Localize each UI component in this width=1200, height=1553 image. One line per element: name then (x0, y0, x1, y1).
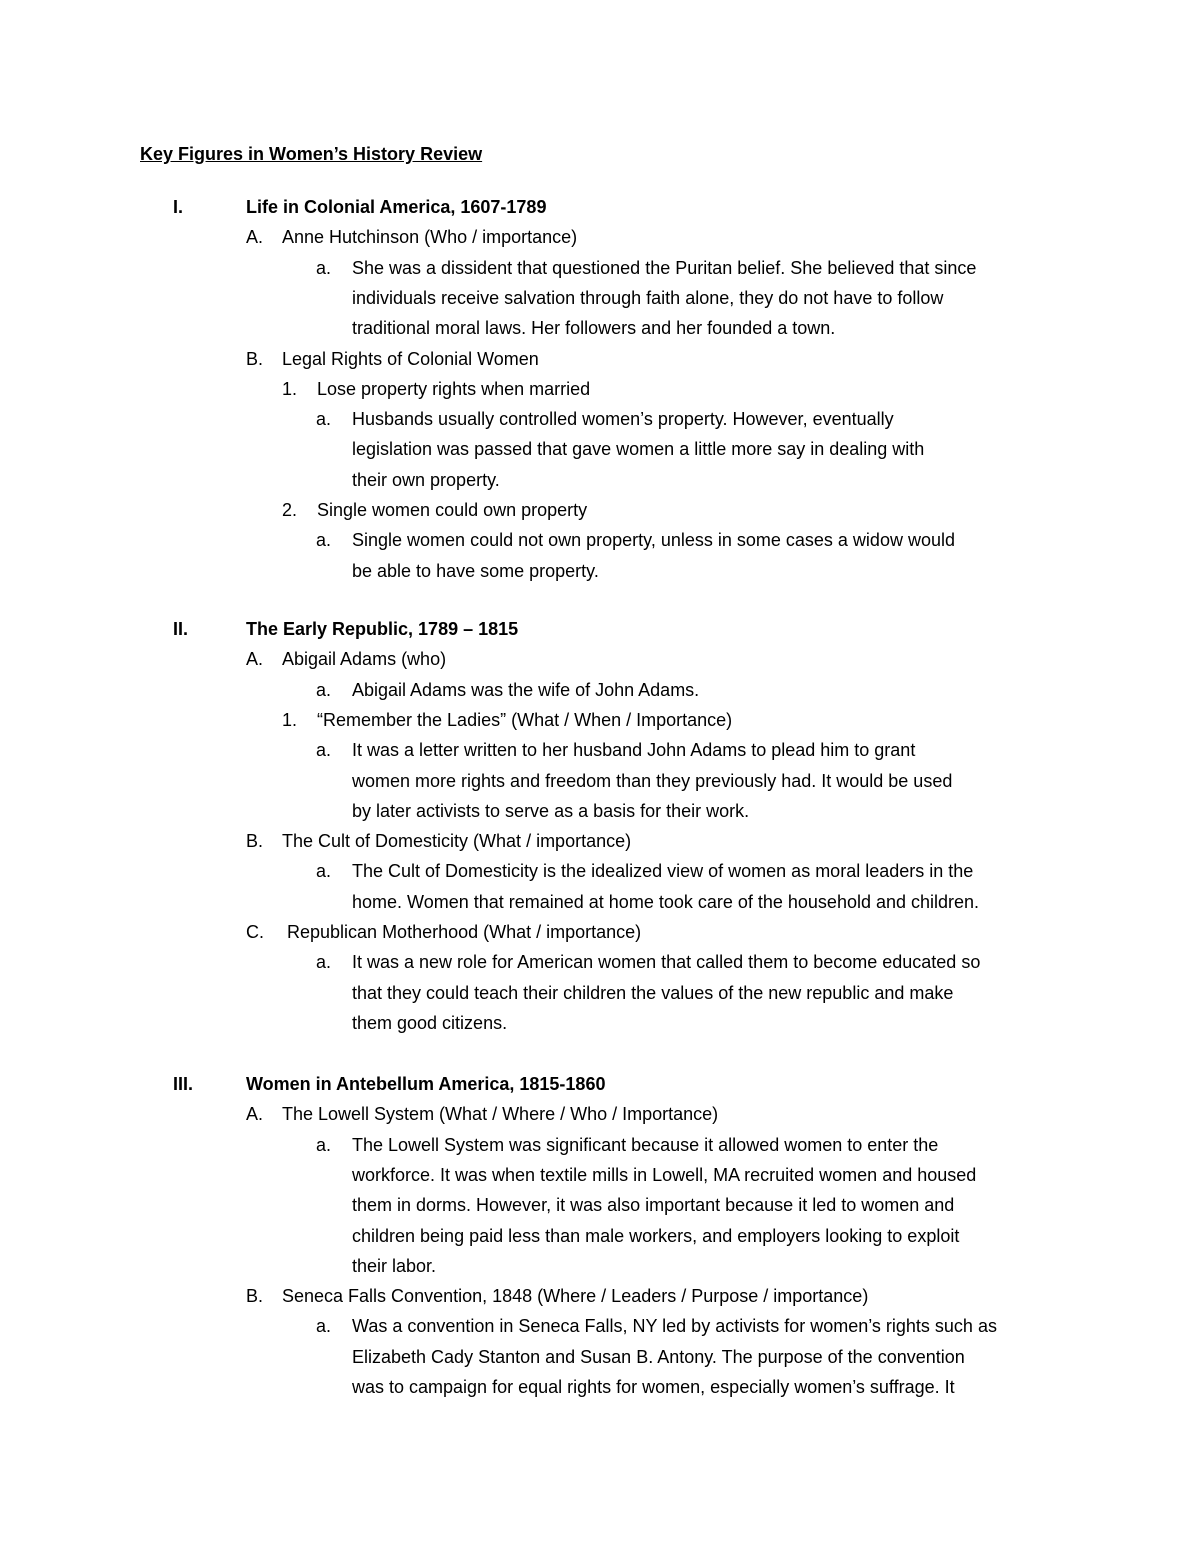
list-marker: a. (316, 952, 332, 973)
list-marker: A. (246, 649, 264, 670)
list-item-text: women more rights and freedom than they previously had. It would be used (352, 770, 953, 791)
list-marker: a. (316, 861, 332, 882)
list-marker: B. (246, 348, 264, 369)
list-item-text: Husbands usually controlled women’s property. However, eventually (352, 409, 894, 430)
list-marker: a. (316, 530, 332, 551)
list-item-text: The Cult of Domesticity is the idealized view of women as moral leaders in the (352, 861, 974, 882)
list-item-text: Elizabeth Cady Stanton and Susan B. Antony. The purpose of the convention (352, 1346, 965, 1367)
section-heading: Women in Antebellum America, 1815-1860 (246, 1074, 606, 1094)
list-item-text: It was a letter written to her husband John Adams to plead him to grant (352, 740, 916, 761)
list-marker: A. (246, 1104, 264, 1125)
list-marker: 1. (282, 378, 298, 399)
list-item-text: traditional moral laws. Her followers and her founded a town. (352, 318, 836, 339)
list-item-text: that they could teach their children the values of the new republic and make (352, 982, 954, 1003)
section-heading: Life in Colonial America, 1607-1789 (246, 197, 547, 217)
list-marker: a. (316, 1134, 332, 1155)
list-marker: 2. (282, 500, 298, 520)
list-item-text: home. Women that remained at home took care of the household and children. (352, 891, 980, 912)
list-item-text: legislation was passed that gave women a little more say in dealing with (352, 439, 925, 460)
list-item-text: Lose property rights when married (317, 378, 591, 399)
list-item-text: The Lowell System (What / Where / Who / Importance) (282, 1104, 719, 1125)
section-numeral: II. (173, 619, 189, 639)
section-heading: The Early Republic, 1789 – 1815 (246, 619, 519, 639)
list-marker: 1. (282, 709, 298, 730)
list-item-text: “Remember the Ladies” (What / When / Importance) (317, 709, 733, 730)
list-item-text: Republican Motherhood (What / importance) (287, 922, 642, 942)
list-marker: B. (246, 831, 264, 852)
list-marker: a. (316, 740, 332, 761)
list-item-text: Abigail Adams was the wife of John Adams. (352, 679, 700, 700)
list-item-text: The Lowell System was significant because it allowed women to enter the (352, 1134, 939, 1155)
list-item-text: them in dorms. However, it was also important because it led to women and (352, 1195, 955, 1216)
list-marker: C. (246, 922, 264, 942)
list-item-text: be able to have some property. (352, 560, 599, 581)
list-marker: B. (246, 1286, 264, 1307)
list-item-text: workforce. It was when textile mills in Lowell, MA recruited women and housed (352, 1164, 977, 1185)
list-item-text: Anne Hutchinson (Who / importance) (282, 227, 578, 248)
list-item-text: Seneca Falls Convention, 1848 (Where / Leaders / Purpose / importance) (282, 1286, 869, 1307)
list-marker: a. (316, 1316, 332, 1337)
section-numeral: I. (173, 197, 184, 217)
section-numeral: III. (173, 1074, 194, 1094)
list-item-text: Single women could not own property, unless in some cases a widow would (352, 530, 955, 551)
list-item-text: Abigail Adams (who) (282, 649, 447, 670)
list-item-text: Was a convention in Seneca Falls, NY led by activists for women’s rights such as (352, 1316, 997, 1337)
list-item-text: was to campaign for equal rights for women, especially women’s suffrage. It (352, 1377, 955, 1397)
list-marker: A. (246, 227, 264, 248)
document-title: Key Figures in Women’s History Review (140, 144, 483, 164)
list-item-text: their labor. (352, 1255, 437, 1276)
list-item-text: individuals receive salvation through faith alone, they do not have to follow (352, 287, 944, 308)
list-item-text: by later activists to serve as a basis for their work. (352, 800, 750, 821)
list-item-text: She was a dissident that questioned the Puritan belief. She believed that since (352, 257, 977, 278)
list-item-text: Legal Rights of Colonial Women (282, 348, 539, 369)
list-marker: a. (316, 257, 332, 278)
list-item-text: children being paid less than male workers, and employers looking to exploit (352, 1225, 960, 1246)
list-item-text: The Cult of Domesticity (What / importance) (282, 831, 632, 852)
list-item-text: It was a new role for American women that called them to become educated so (352, 952, 981, 973)
list-item-text: their own property. (352, 469, 500, 490)
list-marker: a. (316, 409, 332, 430)
list-marker: a. (316, 679, 332, 700)
list-item-text: them good citizens. (352, 1012, 508, 1033)
list-item-text: Single women could own property (317, 500, 588, 520)
